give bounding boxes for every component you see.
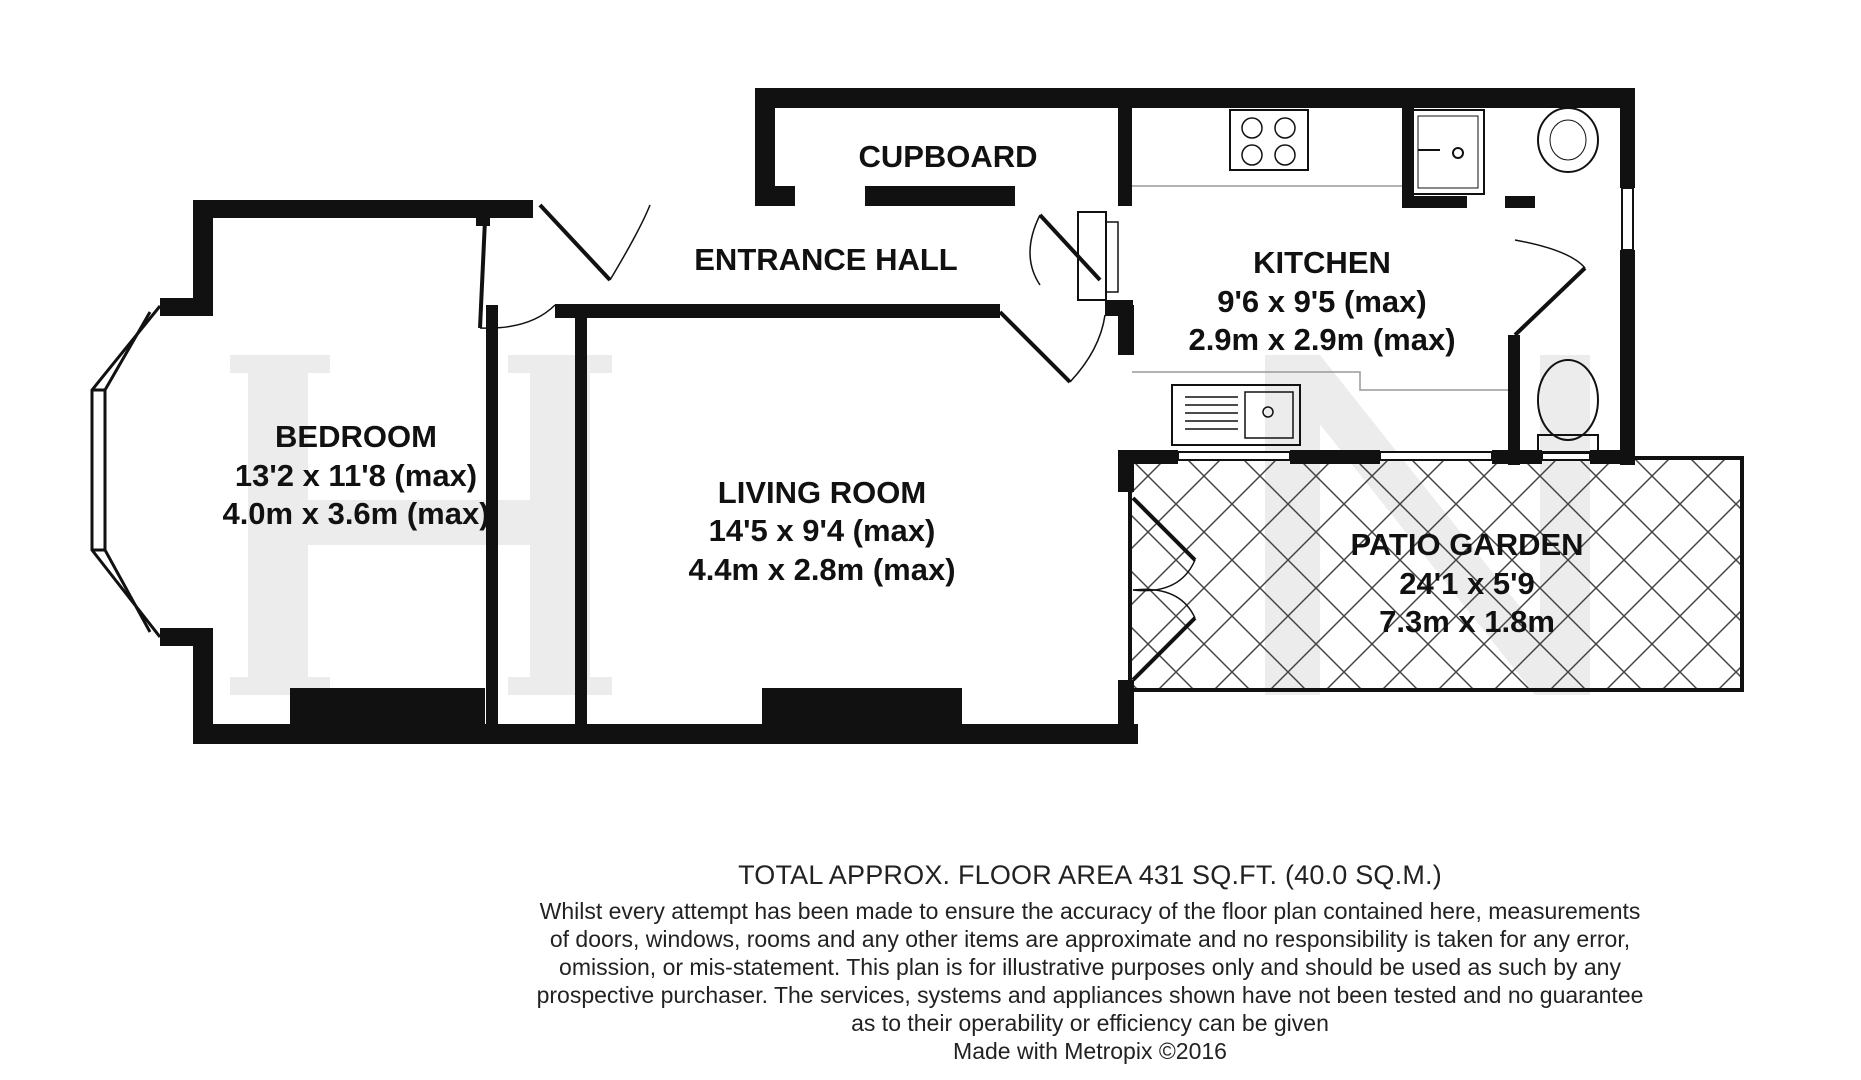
patio-garden-size-imperial: 24'1 x 5'9 [1399,566,1535,601]
disclaimer-line: of doors, windows, rooms and any other items are approximate and no responsibility is taken for any error, [549,926,1631,952]
kitchen-size-metric: 2.9m x 2.9m (max) [1188,322,1456,357]
patio-garden-size-metric: 7.3m x 1.8m [1379,604,1555,639]
living-room-size-imperial: 14'5 x 9'4 (max) [708,513,936,548]
disclaimer-line: Whilst every attempt has been made to ensure the accuracy of the floor plan contained here, measurements [539,898,1641,924]
living-room-label: LIVING ROOM [717,475,927,510]
bedroom-size-imperial: 13'2 x 11'8 (max) [234,458,478,493]
disclaimer-line: prospective purchaser. The services, systems and appliances shown have not been tested and no guarantee [536,982,1644,1008]
total-floor-area: TOTAL APPROX. FLOOR AREA 431 SQ.FT. (40.0 SQ.M.) [738,860,1442,890]
kitchen-label: KITCHEN [1253,245,1391,280]
made-with-credit: Made with Metropix ©2016 [953,1038,1227,1064]
disclaimer-line: omission, or mis-statement. This plan is for illustrative purposes only and should be used as such by any [559,954,1621,980]
kitchen-size-imperial: 9'6 x 9'5 (max) [1217,284,1427,319]
entrance-hall-label: ENTRANCE HALL [694,242,958,277]
bedroom-label: BEDROOM [275,419,437,454]
bedroom-size-metric: 4.0m x 3.6m (max) [222,496,490,531]
disclaimer-line: as to their operability or efficiency can be given [851,1010,1329,1036]
cupboard-label: CUPBOARD [858,139,1038,174]
bay-window [92,306,160,637]
plan-footer [440,860,1740,1065]
patio-garden-label: PATIO GARDEN [1350,527,1584,562]
living-room-size-metric: 4.4m x 2.8m (max) [688,552,956,587]
